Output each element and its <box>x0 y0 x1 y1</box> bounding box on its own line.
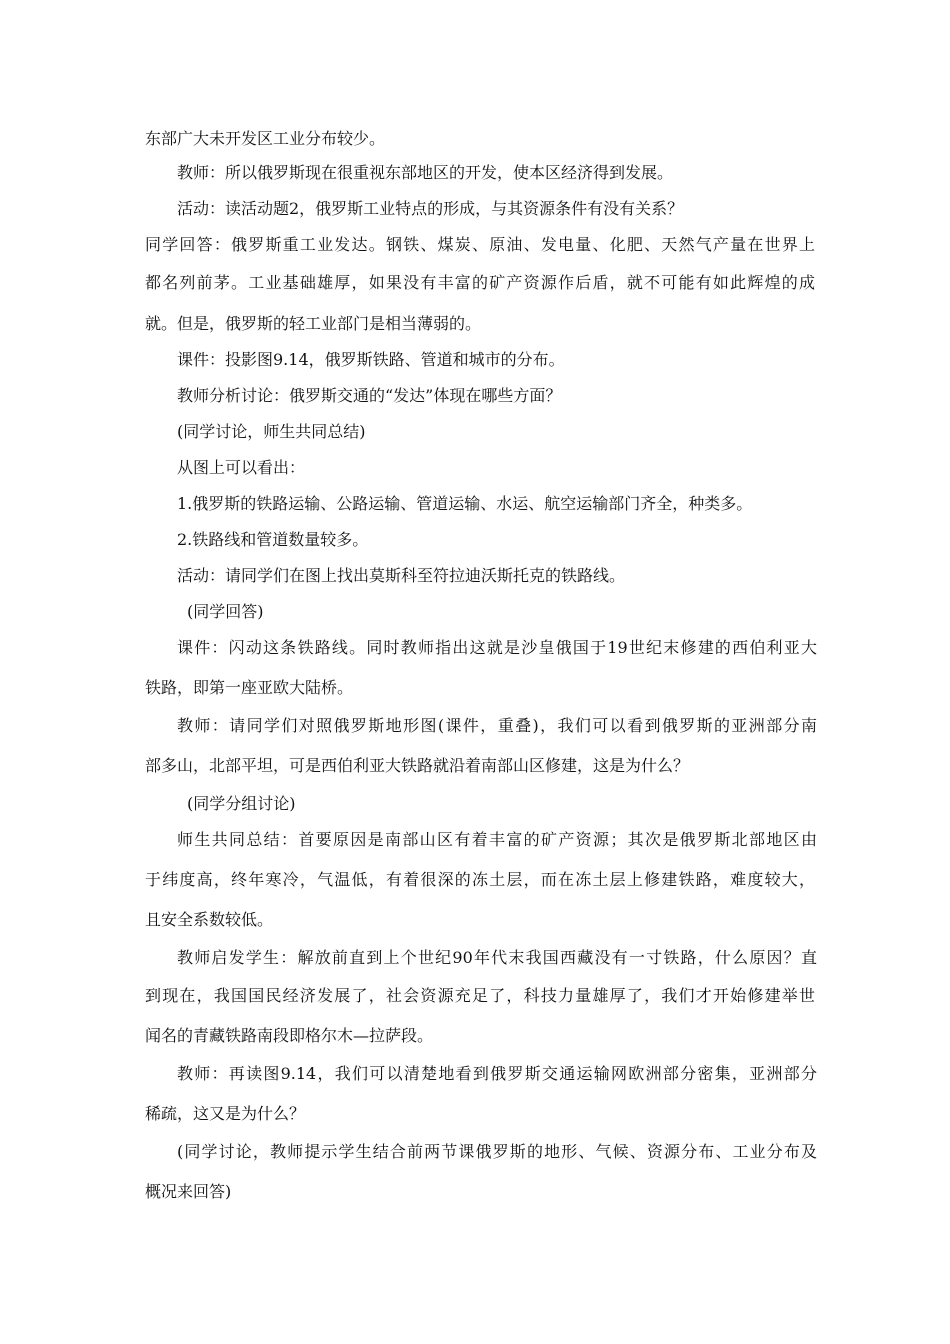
text-line: (同学分组讨论) <box>187 794 296 813</box>
text-line: 教师：再读图9.14，我们可以清楚地看到俄罗斯交通运输网欧洲部分密集，亚洲部分 <box>177 1064 817 1083</box>
text-line: 于纬度高，终年寒冷，气温低，有着很深的冻土层，而在冻土层上修建铁路，难度较大， <box>145 870 815 889</box>
text-line: 从图上可以看出： <box>177 458 306 477</box>
text-line: 稀疏，这又是为什么？ <box>145 1104 306 1123</box>
text-line: 课件：投影图9.14，俄罗斯铁路、管道和城市的分布。 <box>177 350 565 369</box>
text-line: 且安全系数较低。 <box>145 910 274 929</box>
text-line: 活动：请同学们在图上找出莫斯科至符拉迪沃斯托克的铁路线。 <box>177 566 626 585</box>
text-line: 教师：请同学们对照俄罗斯地形图(课件，重叠)，我们可以看到俄罗斯的亚洲部分南 <box>177 716 817 735</box>
text-line: (同学讨论，师生共同总结) <box>177 422 366 441</box>
text-line: 1.俄罗斯的铁路运输、公路运输、管道运输、水运、航空运输部门齐全，种类多。 <box>177 494 753 513</box>
text-line: 师生共同总结：首要原因是南部山区有着丰富的矿产资源；其次是俄罗斯北部地区由 <box>177 830 817 849</box>
text-line: 2.铁路线和管道数量较多。 <box>177 530 369 549</box>
text-line: 东部广大未开发区工业分布较少。 <box>145 129 386 148</box>
text-line: (同学回答) <box>187 602 264 621</box>
text-line: 教师分析讨论：俄罗斯交通的“发达”体现在哪些方面？ <box>177 386 562 405</box>
text-line: 同学回答：俄罗斯重工业发达。钢铁、煤炭、原油、发电量、化肥、天然气产量在世界上 <box>145 235 815 254</box>
text-line: 闻名的青藏铁路南段即格尔木—拉萨段。 <box>145 1026 434 1045</box>
text-line: 概况来回答) <box>145 1182 232 1201</box>
text-line: (同学讨论，教师提示学生结合前两节课俄罗斯的地形、气候、资源分布、工业分布及 <box>177 1142 817 1161</box>
text-line: 就。但是，俄罗斯的轻工业部门是相当薄弱的。 <box>145 314 482 333</box>
text-line: 部多山，北部平坦，可是西伯利亚大铁路就沿着南部山区修建，这是为什么？ <box>145 756 690 775</box>
text-line: 都名列前茅。工业基础雄厚，如果没有丰富的矿产资源作后盾，就不可能有如此辉煌的成 <box>145 273 815 292</box>
text-line: 课件：闪动这条铁路线。同时教师指出这就是沙皇俄国于19世纪末修建的西伯利亚大 <box>177 638 817 657</box>
text-line: 到现在，我国国民经济发展了，社会资源充足了，科技力量雄厚了，我们才开始修建举世 <box>145 986 815 1005</box>
text-line: 铁路，即第一座亚欧大陆桥。 <box>145 678 354 697</box>
text-line: 教师启发学生：解放前直到上个世纪90年代末我国西藏没有一寸铁路，什么原因？直 <box>177 948 817 967</box>
text-line: 活动：读活动题2，俄罗斯工业特点的形成，与其资源条件有没有关系？ <box>177 199 684 218</box>
text-line: 教师：所以俄罗斯现在很重视东部地区的开发，使本区经济得到发展。 <box>177 163 674 182</box>
